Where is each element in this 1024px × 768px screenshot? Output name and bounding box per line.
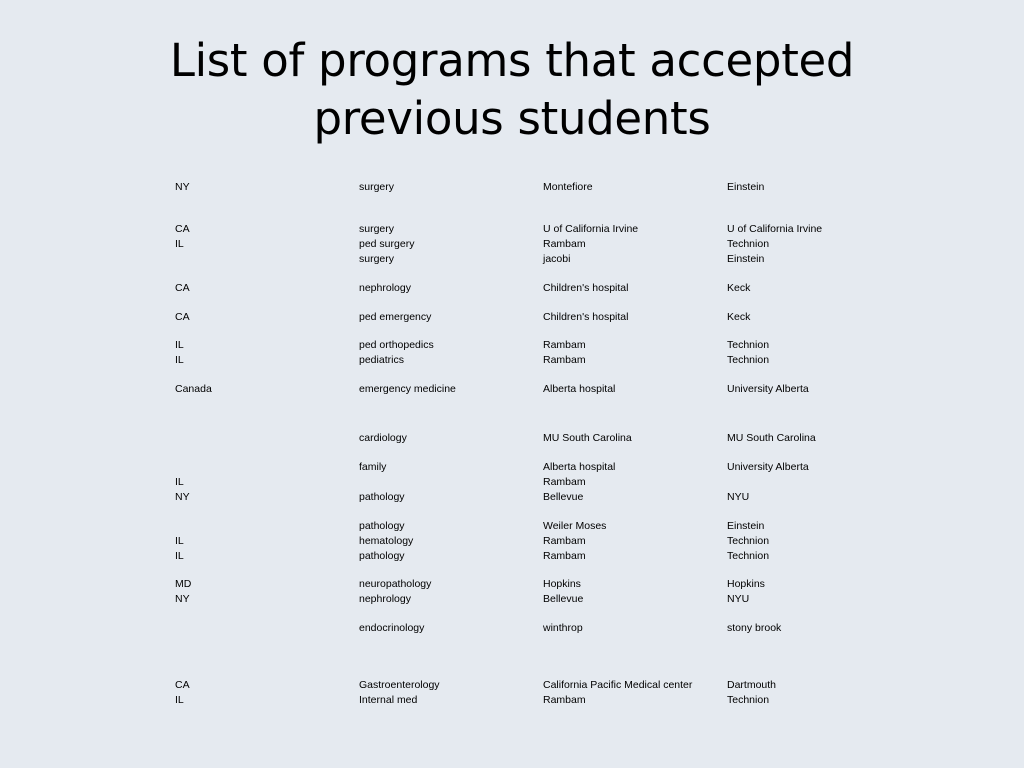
table-row	[0, 577, 1024, 591]
table-row	[0, 549, 1024, 563]
institution-cell: NYU	[727, 593, 750, 605]
table-row	[0, 534, 1024, 548]
institution-cell: stony brook	[727, 622, 782, 634]
specialty-cell: surgery	[359, 223, 395, 235]
state-cell: Canada	[175, 383, 212, 395]
state-cell: CA	[175, 223, 190, 235]
specialty-cell: family	[359, 461, 387, 473]
table-row	[0, 180, 1024, 194]
table-row	[0, 338, 1024, 352]
hospital-cell: Rambam	[543, 535, 586, 547]
state-cell: NY	[175, 593, 190, 605]
specialty-cell: nephrology	[359, 593, 411, 605]
institution-cell: Keck	[727, 311, 751, 323]
state-cell: IL	[175, 339, 184, 351]
state-cell: IL	[175, 550, 184, 562]
institution-cell: University Alberta	[727, 383, 809, 395]
hospital-cell: Bellevue	[543, 491, 584, 503]
table-row	[0, 678, 1024, 692]
table-row	[0, 431, 1024, 445]
specialty-cell: surgery	[359, 253, 395, 265]
hospital-cell: MU South Carolina	[543, 432, 632, 444]
institution-cell: Technion	[727, 238, 770, 250]
specialty-cell: emergency medicine	[359, 383, 456, 395]
table-row	[0, 519, 1024, 533]
hospital-cell: Alberta hospital	[543, 383, 616, 395]
state-cell: CA	[175, 311, 190, 323]
hospital-cell: Rambam	[543, 238, 586, 250]
specialty-cell: Gastroenterology	[359, 679, 440, 691]
hospital-cell: Rambam	[543, 550, 586, 562]
table-row	[0, 693, 1024, 707]
table-row	[0, 353, 1024, 367]
hospital-cell: jacobi	[543, 253, 571, 265]
institution-cell: Hopkins	[727, 578, 765, 590]
institution-cell: Dartmouth	[727, 679, 777, 691]
institution-cell: Technion	[727, 354, 770, 366]
hospital-cell: Alberta hospital	[543, 461, 616, 473]
institution-cell: Technion	[727, 550, 770, 562]
hospital-cell: winthrop	[543, 622, 583, 634]
specialty-cell: pathology	[359, 520, 405, 532]
specialty-cell: ped orthopedics	[359, 339, 434, 351]
hospital-cell: Bellevue	[543, 593, 584, 605]
table-row	[0, 237, 1024, 251]
institution-cell: Technion	[727, 535, 770, 547]
state-cell: MD	[175, 578, 192, 590]
specialty-cell: pathology	[359, 491, 405, 503]
specialty-cell: ped emergency	[359, 311, 432, 323]
table-row	[0, 382, 1024, 396]
specialty-cell: pediatrics	[359, 354, 404, 366]
hospital-cell: California Pacific Medical center	[543, 679, 693, 691]
institution-cell: U of California Irvine	[727, 223, 823, 235]
specialty-cell: ped surgery	[359, 238, 415, 250]
institution-cell: Technion	[727, 694, 770, 706]
specialty-cell: cardiology	[359, 432, 407, 444]
table-row	[0, 252, 1024, 266]
specialty-cell: neuropathology	[359, 578, 432, 590]
hospital-cell: Rambam	[543, 476, 586, 488]
institution-cell: MU South Carolina	[727, 432, 816, 444]
hospital-cell: U of California Irvine	[543, 223, 639, 235]
table-row	[0, 621, 1024, 635]
table-row	[0, 475, 1024, 489]
hospital-cell: Children's hospital	[543, 282, 629, 294]
state-cell: IL	[175, 476, 184, 488]
institution-cell: NYU	[727, 491, 750, 503]
hospital-cell: Weiler Moses	[543, 520, 607, 532]
state-cell: NY	[175, 491, 190, 503]
specialty-cell: endocrinology	[359, 622, 425, 634]
institution-cell: Einstein	[727, 181, 765, 193]
table-row	[0, 490, 1024, 504]
table-row	[0, 460, 1024, 474]
institution-cell: Keck	[727, 282, 751, 294]
state-cell: CA	[175, 679, 190, 691]
institution-cell: University Alberta	[727, 461, 809, 473]
institution-cell: Einstein	[727, 253, 765, 265]
hospital-cell: Children's hospital	[543, 311, 629, 323]
specialty-cell: Internal med	[359, 694, 418, 706]
table-row	[0, 222, 1024, 236]
state-cell: IL	[175, 238, 184, 250]
state-cell: IL	[175, 354, 184, 366]
slide-title-line-2: previous students	[313, 92, 711, 145]
state-cell: NY	[175, 181, 190, 193]
specialty-cell: pathology	[359, 550, 405, 562]
table-row	[0, 310, 1024, 324]
institution-cell: Einstein	[727, 520, 765, 532]
table-row	[0, 281, 1024, 295]
hospital-cell: Rambam	[543, 354, 586, 366]
specialty-cell: surgery	[359, 181, 395, 193]
table-row	[0, 592, 1024, 606]
hospital-cell: Rambam	[543, 694, 586, 706]
hospital-cell: Rambam	[543, 339, 586, 351]
state-cell: CA	[175, 282, 190, 294]
specialty-cell: nephrology	[359, 282, 411, 294]
hospital-cell: Hopkins	[543, 578, 581, 590]
hospital-cell: Montefiore	[543, 181, 593, 193]
state-cell: IL	[175, 535, 184, 547]
institution-cell: Technion	[727, 339, 770, 351]
state-cell: IL	[175, 694, 184, 706]
slide-title-line-1: List of programs that accepted	[169, 34, 855, 87]
specialty-cell: hematology	[359, 535, 414, 547]
